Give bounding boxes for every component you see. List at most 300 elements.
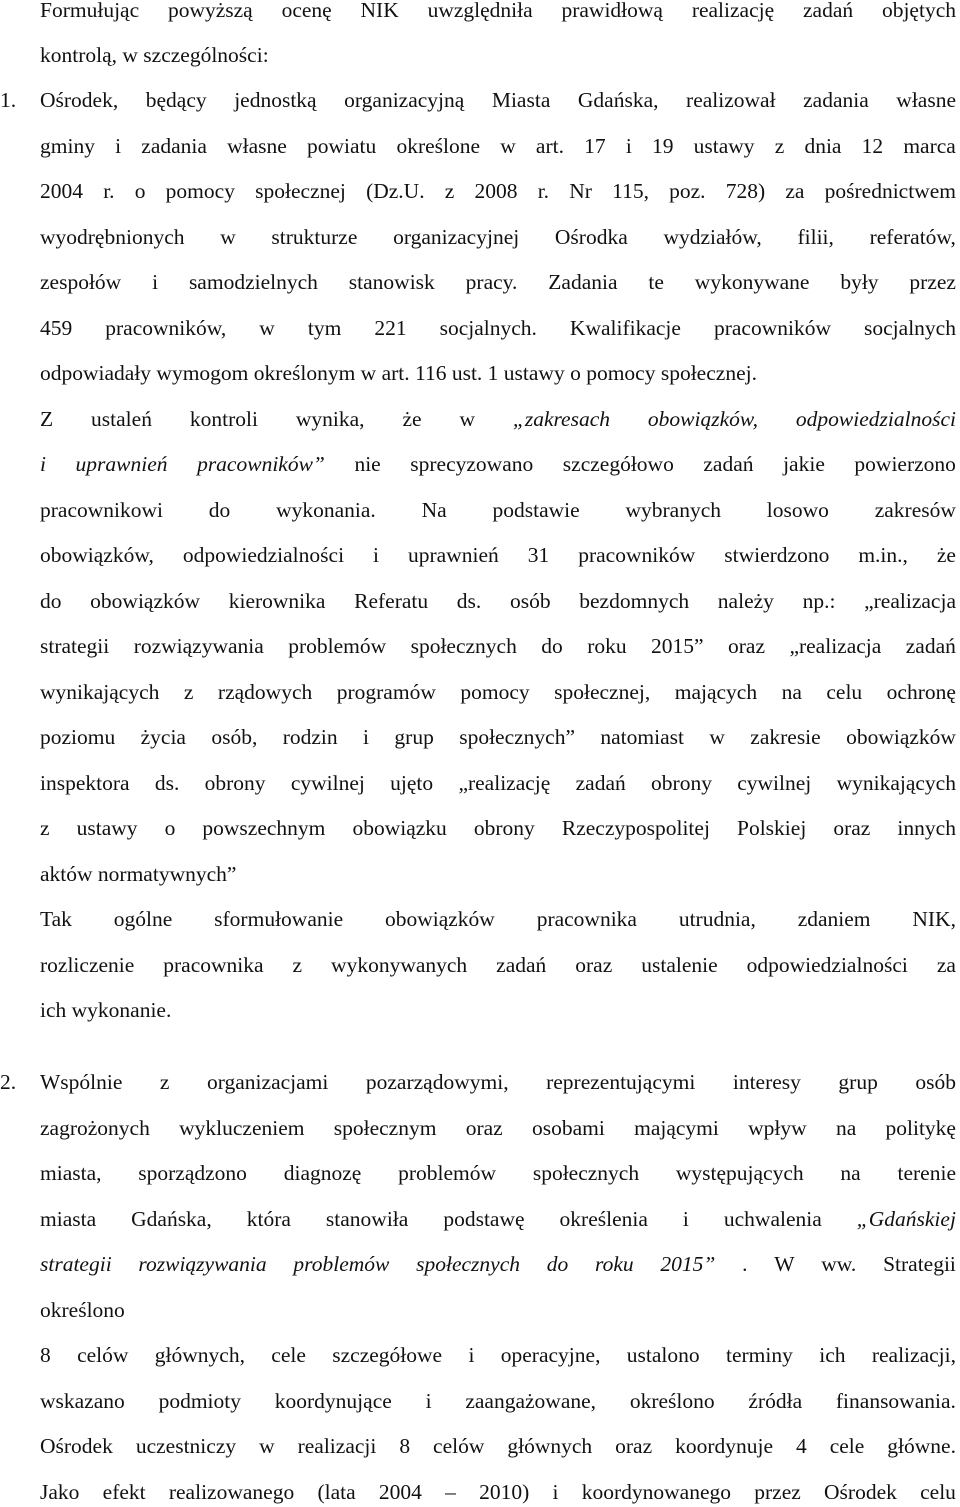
word: 728) [725,179,766,203]
word: zadania [141,134,207,158]
word: do [546,1252,569,1276]
word: „zakresach [512,407,611,431]
word: m.in., [858,543,908,567]
word: innych [897,816,956,840]
word: stwierdzono [724,543,830,567]
word: „Gdańskiej [856,1207,956,1231]
word: ustawy [76,816,138,840]
item2-line-4 [40,1205,956,1233]
word: ustalono [626,1343,700,1367]
word: podstawie [492,498,580,522]
word: objętych [881,0,956,22]
word: organizacyjną [344,88,465,112]
word: zadań [802,0,854,22]
word: zespołów [40,270,122,294]
intro-line-2: kontrolą, w szczególności: [40,43,269,67]
word: społecznej, [554,680,651,704]
item1-line-5 [40,268,956,296]
word: pomocy [165,179,235,203]
word: losowo [766,498,829,522]
word: programów [336,680,436,704]
word: 12 [861,134,884,158]
word: osobami [531,1116,605,1140]
word: zadań [496,953,547,977]
word: i [115,134,122,158]
word: pomocy [460,680,530,704]
word: 17 [584,134,606,158]
word: koordynuje [675,1434,774,1458]
word: obowiązku [352,816,447,840]
word: o [134,179,146,203]
word: zadań [703,452,754,476]
word: uchwalenia [723,1207,822,1231]
word: że [402,407,422,431]
word: poz. [669,179,706,203]
word: społecznych [410,634,517,658]
word: operacyjne, [500,1343,601,1367]
word: ochronę [886,680,956,704]
word: Gdańska, [577,88,659,112]
word: terminy [726,1343,793,1367]
item2-line-2 [40,1114,956,1142]
word: Ośrodek [40,1434,113,1458]
word: wybranych [625,498,721,522]
word: w [259,316,275,340]
word: 2015” [651,634,704,658]
word: na [835,1116,857,1140]
word: własne [896,88,956,112]
word: pracowników [578,543,696,567]
word: na [840,1161,861,1185]
word: reprezentującymi [546,1070,696,1094]
word: były [840,270,879,294]
word: 2015” [660,1252,716,1276]
word: osób [509,589,551,613]
word: zakresów [874,498,956,522]
word: obowiązków, [40,543,154,567]
word: obowiązków [384,907,495,931]
word: Gdańska, [131,1207,212,1231]
word: tym [307,316,342,340]
word: socjalnych. [439,316,537,340]
word: miasta, [40,1161,102,1185]
word: Tak [40,907,72,931]
word: podmioty [158,1389,241,1413]
item2-line-10 [40,1478,956,1506]
word: gminy [40,134,95,158]
item2-line-5 [40,1250,956,1278]
word: cele [829,1434,865,1458]
word: pracownika [536,907,637,931]
word: zadań [575,771,626,795]
word: i [468,1343,475,1367]
word: strategii [40,634,110,658]
word: problemów [288,634,387,658]
word: uwzględniła [427,0,533,22]
word: obowiązków [846,725,956,749]
word: 2008 [474,179,518,203]
word: oraz [465,1116,503,1140]
word: wynikających [40,680,160,704]
item1-line-10 [40,496,956,524]
word: do [541,634,563,658]
word: miasta [40,1207,97,1231]
word: która [246,1207,291,1231]
word: (lata [317,1480,356,1504]
word: Zadania [548,270,618,294]
word: szczegółowo [562,452,674,476]
word: efekt [102,1480,146,1504]
word: politykę [885,1116,956,1140]
word: do [208,498,231,522]
word: – [445,1480,456,1504]
item1-line-13 [40,632,956,660]
word: ds. [456,589,482,613]
word: realizację [691,0,775,22]
word: ogólne [113,907,173,931]
word: ustaleń [91,407,152,431]
word: bezdomnych [579,589,690,613]
word: pracowników, [105,316,227,340]
word: Wspólnie [40,1070,123,1094]
word: pracy. [465,270,518,294]
word: koordynujące [274,1389,392,1413]
word: kierownika [228,589,326,613]
word: celów [77,1343,129,1367]
word: głównych [507,1434,593,1458]
item1-line-20 [40,951,956,979]
word: powszechnym [202,816,326,840]
word: obrony [204,771,266,795]
word: określono [629,1389,715,1413]
item1-line-4 [40,223,956,251]
item1-line-18: aktów normatywnych” [40,862,237,886]
word: art. [535,134,564,158]
word: za [936,953,956,977]
word: stanowiła [325,1207,409,1231]
item2-line-1 [40,1068,956,1096]
word: „realizacja [864,589,956,613]
word: organizacjami [206,1070,329,1094]
word: strukturze [271,225,358,249]
word: 2004 [378,1480,422,1504]
word: finansowania. [835,1389,956,1413]
word: 115, [612,179,649,203]
item2-line-8 [40,1387,956,1415]
word: pracowników” [197,452,325,476]
item1-line-11 [40,541,956,569]
word: życia [140,725,186,749]
word: W [774,1252,795,1276]
word: społecznym [333,1116,437,1140]
word: uprawnień [75,452,168,476]
word: obowiązków [90,589,201,613]
word: oraz [575,953,613,977]
word: zaangażowane, [465,1389,597,1413]
word: własne [227,134,287,158]
word: będący [145,88,207,112]
word: osób, [211,725,258,749]
word: celów [433,1434,485,1458]
word: i [363,725,370,749]
word: roku [587,634,627,658]
word: Ośrodek [824,1480,897,1504]
word: odpowiedzialności [182,543,345,567]
word: ich [819,1343,846,1367]
word: w [709,725,725,749]
word: w [259,1434,275,1458]
word: Formułując [40,0,140,22]
word: i [425,1389,432,1413]
item1-line-15 [40,723,956,751]
word: marca [903,134,956,158]
word: oraz [728,634,766,658]
word: z [444,179,455,203]
word: ustalenie [641,953,718,977]
word: 19 [651,134,674,158]
word: wynika, [295,407,365,431]
word: za [785,179,805,203]
word: wyodrębnionych [40,225,185,249]
word: dnia [804,134,842,158]
item1-line-17 [40,814,956,842]
word: osób [915,1070,956,1094]
word: w [500,134,516,158]
item1-line-19 [40,905,956,933]
word: 2010) [479,1480,530,1504]
word: i [552,1480,559,1504]
word: koordynowanego [581,1480,732,1504]
word: występujących [675,1161,804,1185]
word: Nr [569,179,592,203]
word: 8 [399,1434,411,1458]
word: pracownikowi [40,498,163,522]
word: powierzono [854,452,956,476]
word: NIK, [912,907,956,931]
word: społecznych” [459,725,576,749]
word: 2004 [40,179,83,203]
word: terenie [897,1161,956,1185]
word: filii, [797,225,834,249]
word: rządowych [217,680,313,704]
word: realizowanego [168,1480,295,1504]
word: Ośrodka [554,225,628,249]
word: z [292,953,303,977]
word: oraz [833,816,871,840]
item2-line-6: określono [40,1298,125,1322]
word: interesy [732,1070,801,1094]
word: rozliczenie [40,953,135,977]
word: ocenę [281,0,332,22]
word: obrony [473,816,535,840]
list-marker-1: 1. [0,88,17,112]
item1-line-8 [40,405,956,433]
word: przez [754,1480,801,1504]
word: Na [421,498,447,522]
word: „realizację [458,771,551,795]
word: o [164,816,176,840]
word: szczegółowe [332,1343,443,1367]
word: r. [537,179,550,203]
word: odpowiedzialności [746,953,908,977]
word: ujęto [390,771,434,795]
word: grup [838,1070,878,1094]
word: utrudnia, [678,907,756,931]
word: społecznej [255,179,346,203]
word: wskazano [40,1389,125,1413]
word: . [742,1252,748,1276]
word: obrony [651,771,712,795]
word: wykluczeniem [179,1116,305,1140]
word: i [373,543,380,567]
item1-line-21: ich wykonanie. [40,998,172,1022]
word: socjalnych [864,316,956,340]
word: uczestniczy [135,1434,237,1458]
item2-line-3 [40,1159,956,1187]
word: organizacyjnej [393,225,520,249]
word: że [936,543,956,567]
word: należy [717,589,774,613]
item1-line-2 [40,132,956,160]
item1-line-12 [40,587,956,615]
word: 459 [40,316,73,340]
word: realizacji [297,1434,377,1458]
word: zadania [803,88,869,112]
word: 221 [374,316,407,340]
word: sprecyzowano [410,452,534,476]
word: na [781,680,802,704]
word: Referatu [354,589,429,613]
word: oraz [615,1434,653,1458]
intro-line-1 [40,0,956,24]
word: wynikających [836,771,956,795]
word: cele [271,1343,306,1367]
word: zakresie [750,725,821,749]
word: źródła [748,1389,803,1413]
word: głównych, [154,1343,245,1367]
word: powyższą [167,0,253,22]
word: referatów, [869,225,956,249]
list-marker-2: 2. [0,1070,17,1094]
word: 4 [796,1434,807,1458]
word: natomiast [600,725,684,749]
word: wykonywanych [331,953,468,977]
word: pracowników [713,316,831,340]
word: rodzin [282,725,338,749]
word: Polskiej [737,816,807,840]
word: np.: [802,589,836,613]
word: z [183,680,194,704]
word: określenia [559,1207,648,1231]
word: społecznych [532,1161,640,1185]
word: i [625,134,632,158]
word: zagrożonych [40,1116,150,1140]
word: realizował [686,88,776,112]
word: realizacji, [871,1343,956,1367]
item1-line-7: odpowiadały wymogom określonym w art. 116 ust. 1 ustawy o pomocy społecznej. [40,361,757,385]
word: zdaniem [797,907,871,931]
word: ww. [821,1252,857,1276]
word: i [40,452,46,476]
word: z [774,134,785,158]
word: grup [394,725,434,749]
item2-line-9 [40,1432,956,1460]
word: do [40,589,62,613]
word: rozwiązywania [138,1252,267,1276]
word: Z [40,407,54,431]
word: podstawę [443,1207,525,1231]
word: pracownika [163,953,264,977]
word: te [648,270,664,294]
word: wpływ [748,1116,807,1140]
word: cywilnej [737,771,812,795]
word: „realizacja [789,634,882,658]
item1-line-6 [40,314,956,342]
word: nie [354,452,381,476]
word: cywilnej [290,771,365,795]
word: poziomu [40,725,116,749]
word: wykonania. [276,498,376,522]
word: określone [396,134,481,158]
word: w [220,225,236,249]
word: roku [595,1252,634,1276]
word: mających [674,680,758,704]
word: mającymi [634,1116,719,1140]
word: Miasta [491,88,551,112]
word: Rzeczypospolitej [561,816,710,840]
word: celu [920,1480,956,1504]
item1-line-9 [40,450,956,478]
word: problemów [293,1252,390,1276]
word: pośrednictwem [824,179,956,203]
item2-line-7 [40,1341,956,1369]
item1-line-16 [40,769,956,797]
word: stanowisk [348,270,435,294]
word: kontroli [189,407,258,431]
word: jednostką [234,88,317,112]
word: i [682,1207,689,1231]
word: rozwiązywania [133,634,264,658]
word: NIK [360,0,399,22]
word: społecznych [416,1252,520,1276]
word: sporządzono [138,1161,247,1185]
word: diagnozę [283,1161,362,1185]
word: problemów [398,1161,497,1185]
word: jakie [783,452,825,476]
word: z [159,1070,170,1094]
word: w [459,407,475,431]
word: z [40,816,50,840]
word: samodzielnych [188,270,318,294]
word: wydziałów, [663,225,762,249]
item1-line-1 [40,86,956,114]
word: ustawy [693,134,755,158]
item1-line-3 [40,177,956,205]
word: zadań [905,634,956,658]
item1-line-14 [40,678,956,706]
word: Strategii [883,1252,956,1276]
word: powiatu [306,134,377,158]
word: Kwalifikacje [569,316,681,340]
word: inspektora [40,771,130,795]
word: strategii [40,1252,112,1276]
word: 31 [527,543,550,567]
word: celu [826,680,863,704]
word: wykonywane [694,270,810,294]
word: uprawnień [408,543,499,567]
word: prawidłową [561,0,663,22]
word: sformułowanie [214,907,344,931]
